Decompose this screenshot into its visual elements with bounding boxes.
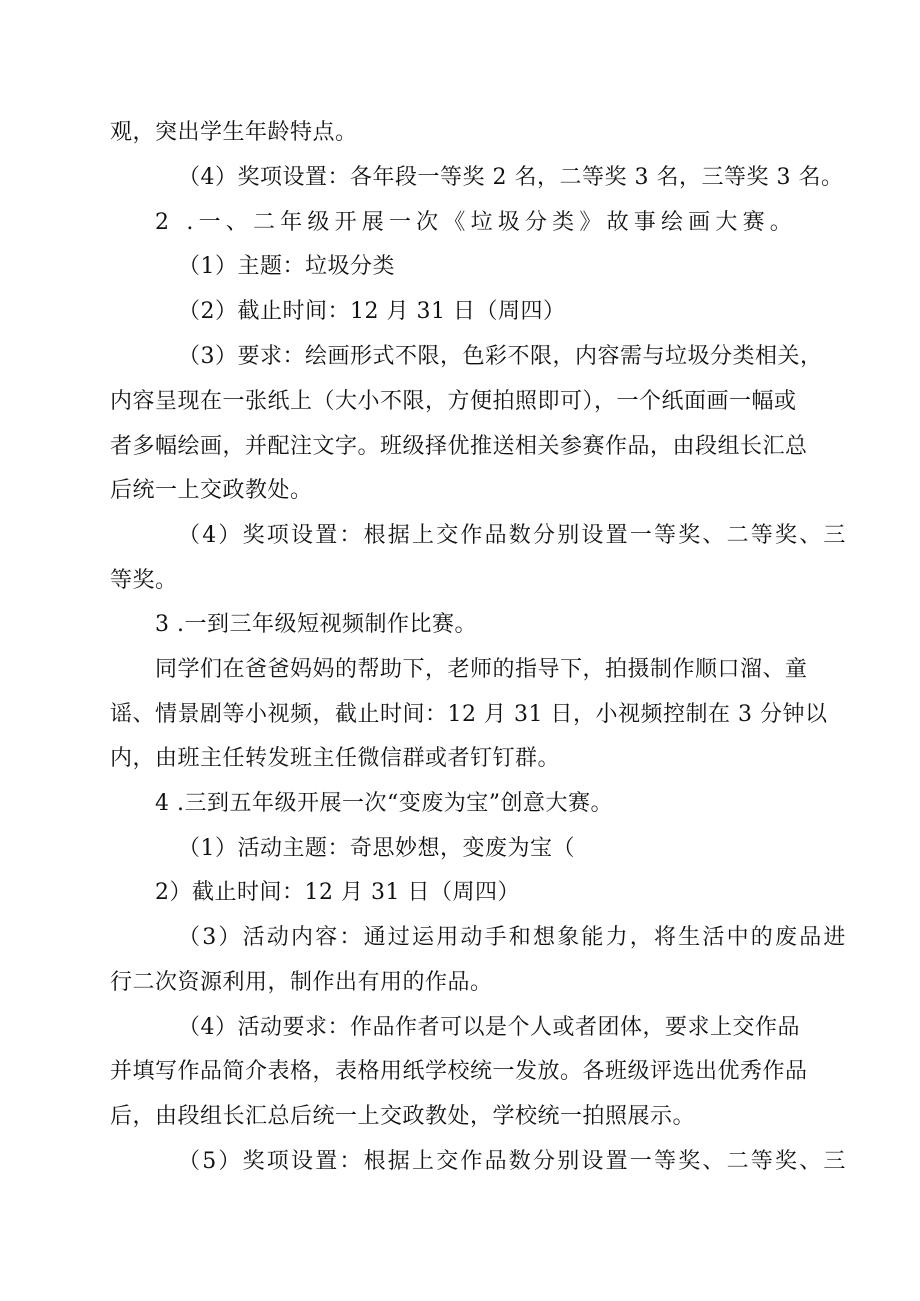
paragraph-line: （5）奖项设置：根据上交作品数分别设置一等奖、二等奖、三: [178, 1149, 848, 1174]
paragraph-line: 内容呈现在一张纸上（大小不限，方便拍照即可），一个纸面画一幅或: [110, 389, 797, 414]
section-heading: 3 .一到三年级短视频制作比赛。: [155, 612, 477, 637]
paragraph-line: 并填写作品简介表格，表格用纸学校统一发放。各班级评选出优秀作品: [110, 1059, 808, 1084]
section-heading: 2 .一、二年级开展一次《垃圾分类》故事绘画大赛。: [155, 210, 797, 235]
section-heading: 4 .三到五年级开展一次“变废为宝”创意大赛。: [155, 791, 613, 816]
paragraph-line: 同学们在爸爸妈妈的帮助下，老师的指导下，拍摄制作顺口溜、童: [155, 657, 808, 682]
paragraph-line: （3）要求：绘画形式不限，色彩不限，内容需与垃圾分类相关，: [178, 344, 823, 369]
paragraph-line: （1）活动主题：奇思妙想，变废为宝（: [178, 836, 575, 861]
paragraph-line: 2）截止时间：12 月 31 日（周四）: [155, 880, 520, 905]
paragraph-line: 谣、情景剧等小视频，截止时间：12 月 31 日，小视频控制在 3 分钟以: [110, 702, 828, 727]
paragraph-line: 观，突出学生年龄特点。: [110, 120, 358, 145]
paragraph-line: （4）活动要求：作品作者可以是个人或者团体，要求上交作品: [178, 1015, 800, 1040]
paragraph-line: （1）主题：垃圾分类: [178, 254, 395, 279]
paragraph-line: （4）奖项设置：根据上交作品数分别设置一等奖、二等奖、三: [178, 523, 848, 548]
paragraph-line: 行二次资源利用，制作出有用的作品。: [110, 970, 493, 995]
paragraph-line: 等奖。: [110, 568, 178, 593]
paragraph-line: 后，由段组长汇总后统一上交政教处，学校统一拍照展示。: [110, 1104, 696, 1129]
paragraph-line: 者多幅绘画，并配注文字。班级择优推送相关参赛作品，由段组长汇总: [110, 434, 808, 459]
paragraph-line: （2）截止时间：12 月 31 日（周四）: [178, 299, 566, 324]
paragraph-line: （4）奖项设置：各年段一等奖 2 名，二等奖 3 名，三等奖 3 名。: [178, 165, 844, 190]
paragraph-line: 内，由班主任转发班主任微信群或者钉钉群。: [110, 746, 561, 771]
paragraph-line: 后统一上交政教处。: [110, 478, 313, 503]
paragraph-line: （3）活动内容：通过运用动手和想象能力，将生活中的废品进: [178, 925, 848, 950]
